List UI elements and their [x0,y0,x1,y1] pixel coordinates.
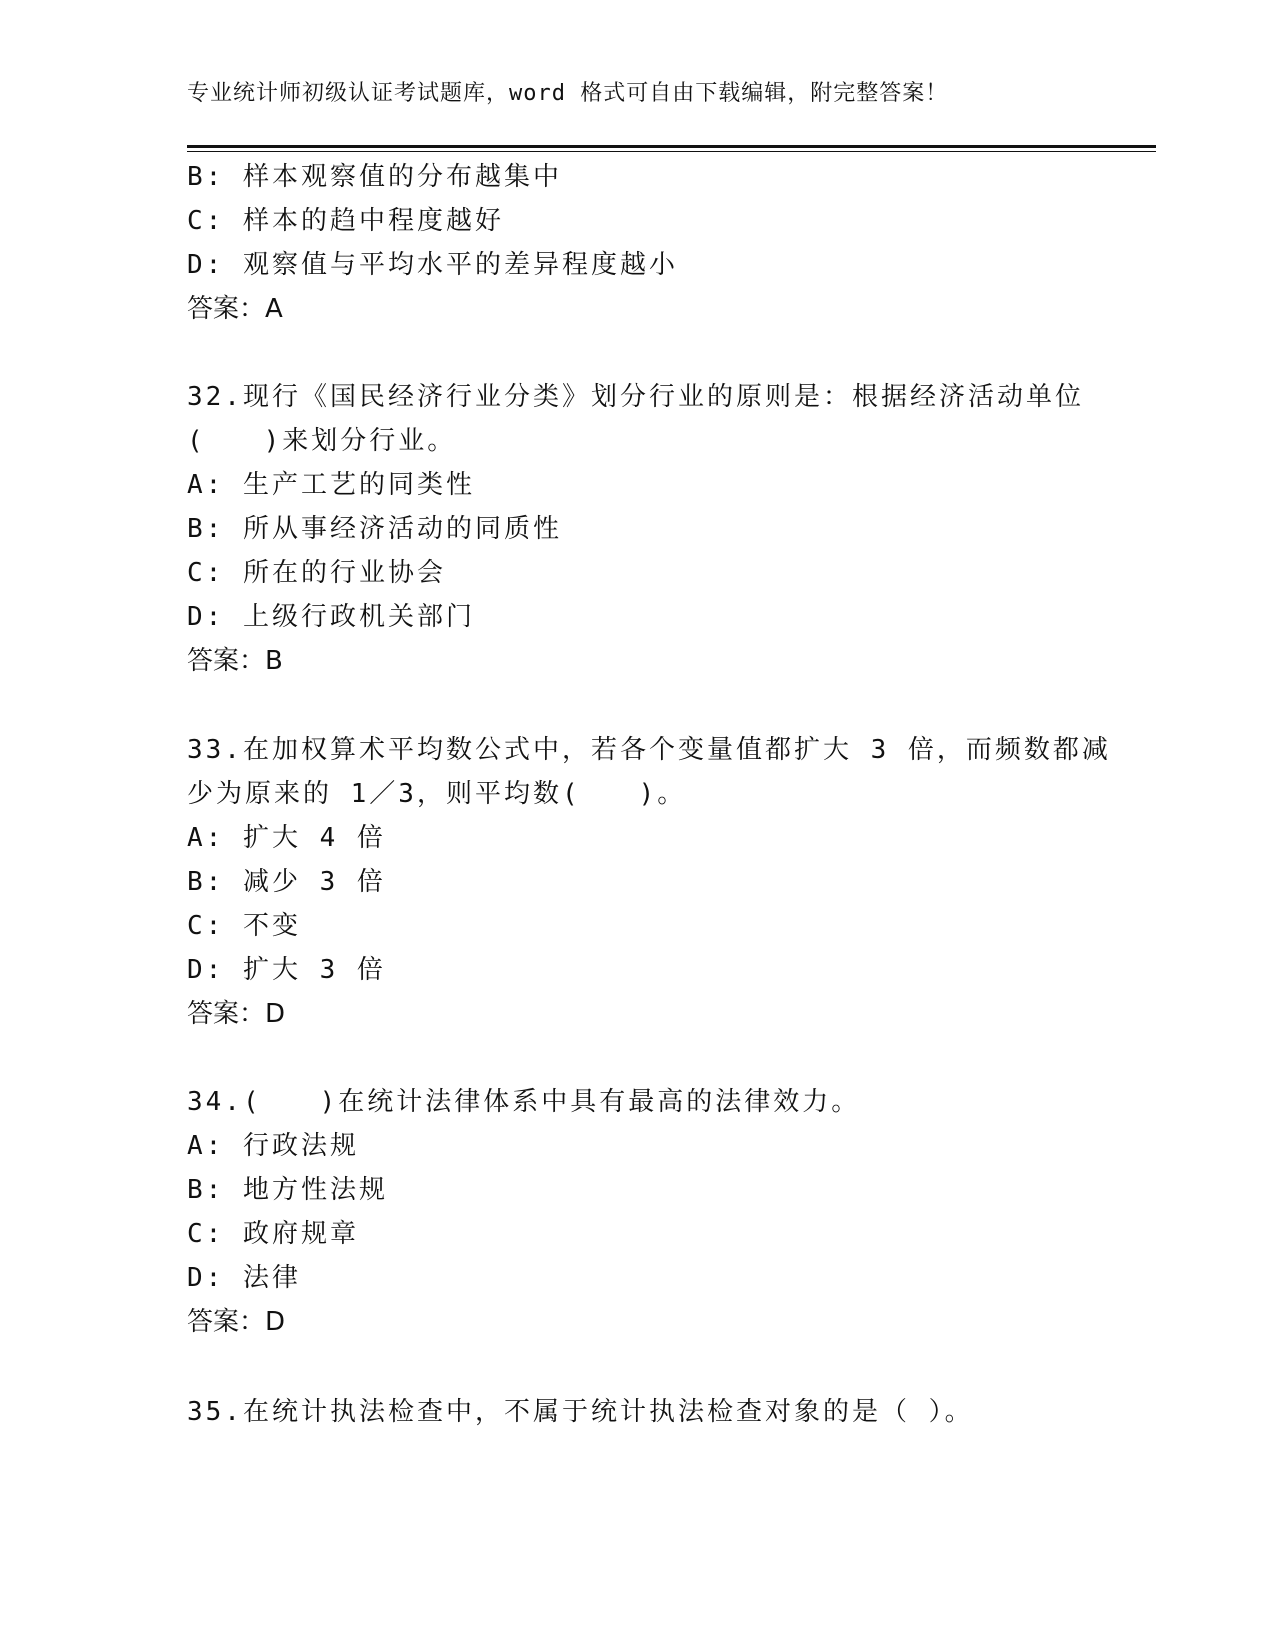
header-divider-thick [187,145,1156,148]
answer-label: 答案：B [187,646,283,676]
option-c: C: 不变 [187,911,301,941]
answer-label: 答案：D [187,1307,286,1337]
option-d: D: 观察值与平均水平的差异程度越小 [187,250,678,280]
header-divider-thin [187,151,1156,152]
option-a: A: 行政法规 [187,1131,359,1161]
option-c: C: 政府规章 [187,1219,359,1249]
question-stem: 33.在加权算术平均数公式中，若各个变量值都扩大 3 倍，而频数都减 [187,735,1111,765]
option-a: A: 生产工艺的同类性 [187,470,475,500]
option-d: D: 上级行政机关部门 [187,602,475,632]
option-c: C: 所在的行业协会 [187,558,446,588]
option-b: B: 地方性法规 [187,1175,388,1205]
option-b: B: 减少 3 倍 [187,867,386,897]
answer-label: 答案：D [187,999,286,1029]
question-stem-continued: 少为原来的 1／3，则平均数( )。 [187,779,687,809]
option-b: B: 所从事经济活动的同质性 [187,514,562,544]
answer-label: 答案：A [187,294,283,324]
question-stem: 34.( )在统计法律体系中具有最高的法律效力。 [187,1087,861,1117]
option-b: B: 样本观察值的分布越集中 [187,162,562,192]
option-c: C: 样本的趋中程度越好 [187,206,504,236]
option-d: D: 扩大 3 倍 [187,955,386,985]
question-stem: 32.现行《国民经济行业分类》划分行业的原则是：根据经济活动单位 [187,382,1084,412]
option-a: A: 扩大 4 倍 [187,823,386,853]
page-header: 专业统计师初级认证考试题库，word 格式可自由下载编辑，附完整答案！ [187,81,949,106]
question-stem: 35.在统计执法检查中，不属于统计执法检查对象的是（ ）。 [187,1397,974,1427]
option-d: D: 法律 [187,1263,301,1293]
question-stem-continued: ( )来划分行业。 [187,426,457,456]
